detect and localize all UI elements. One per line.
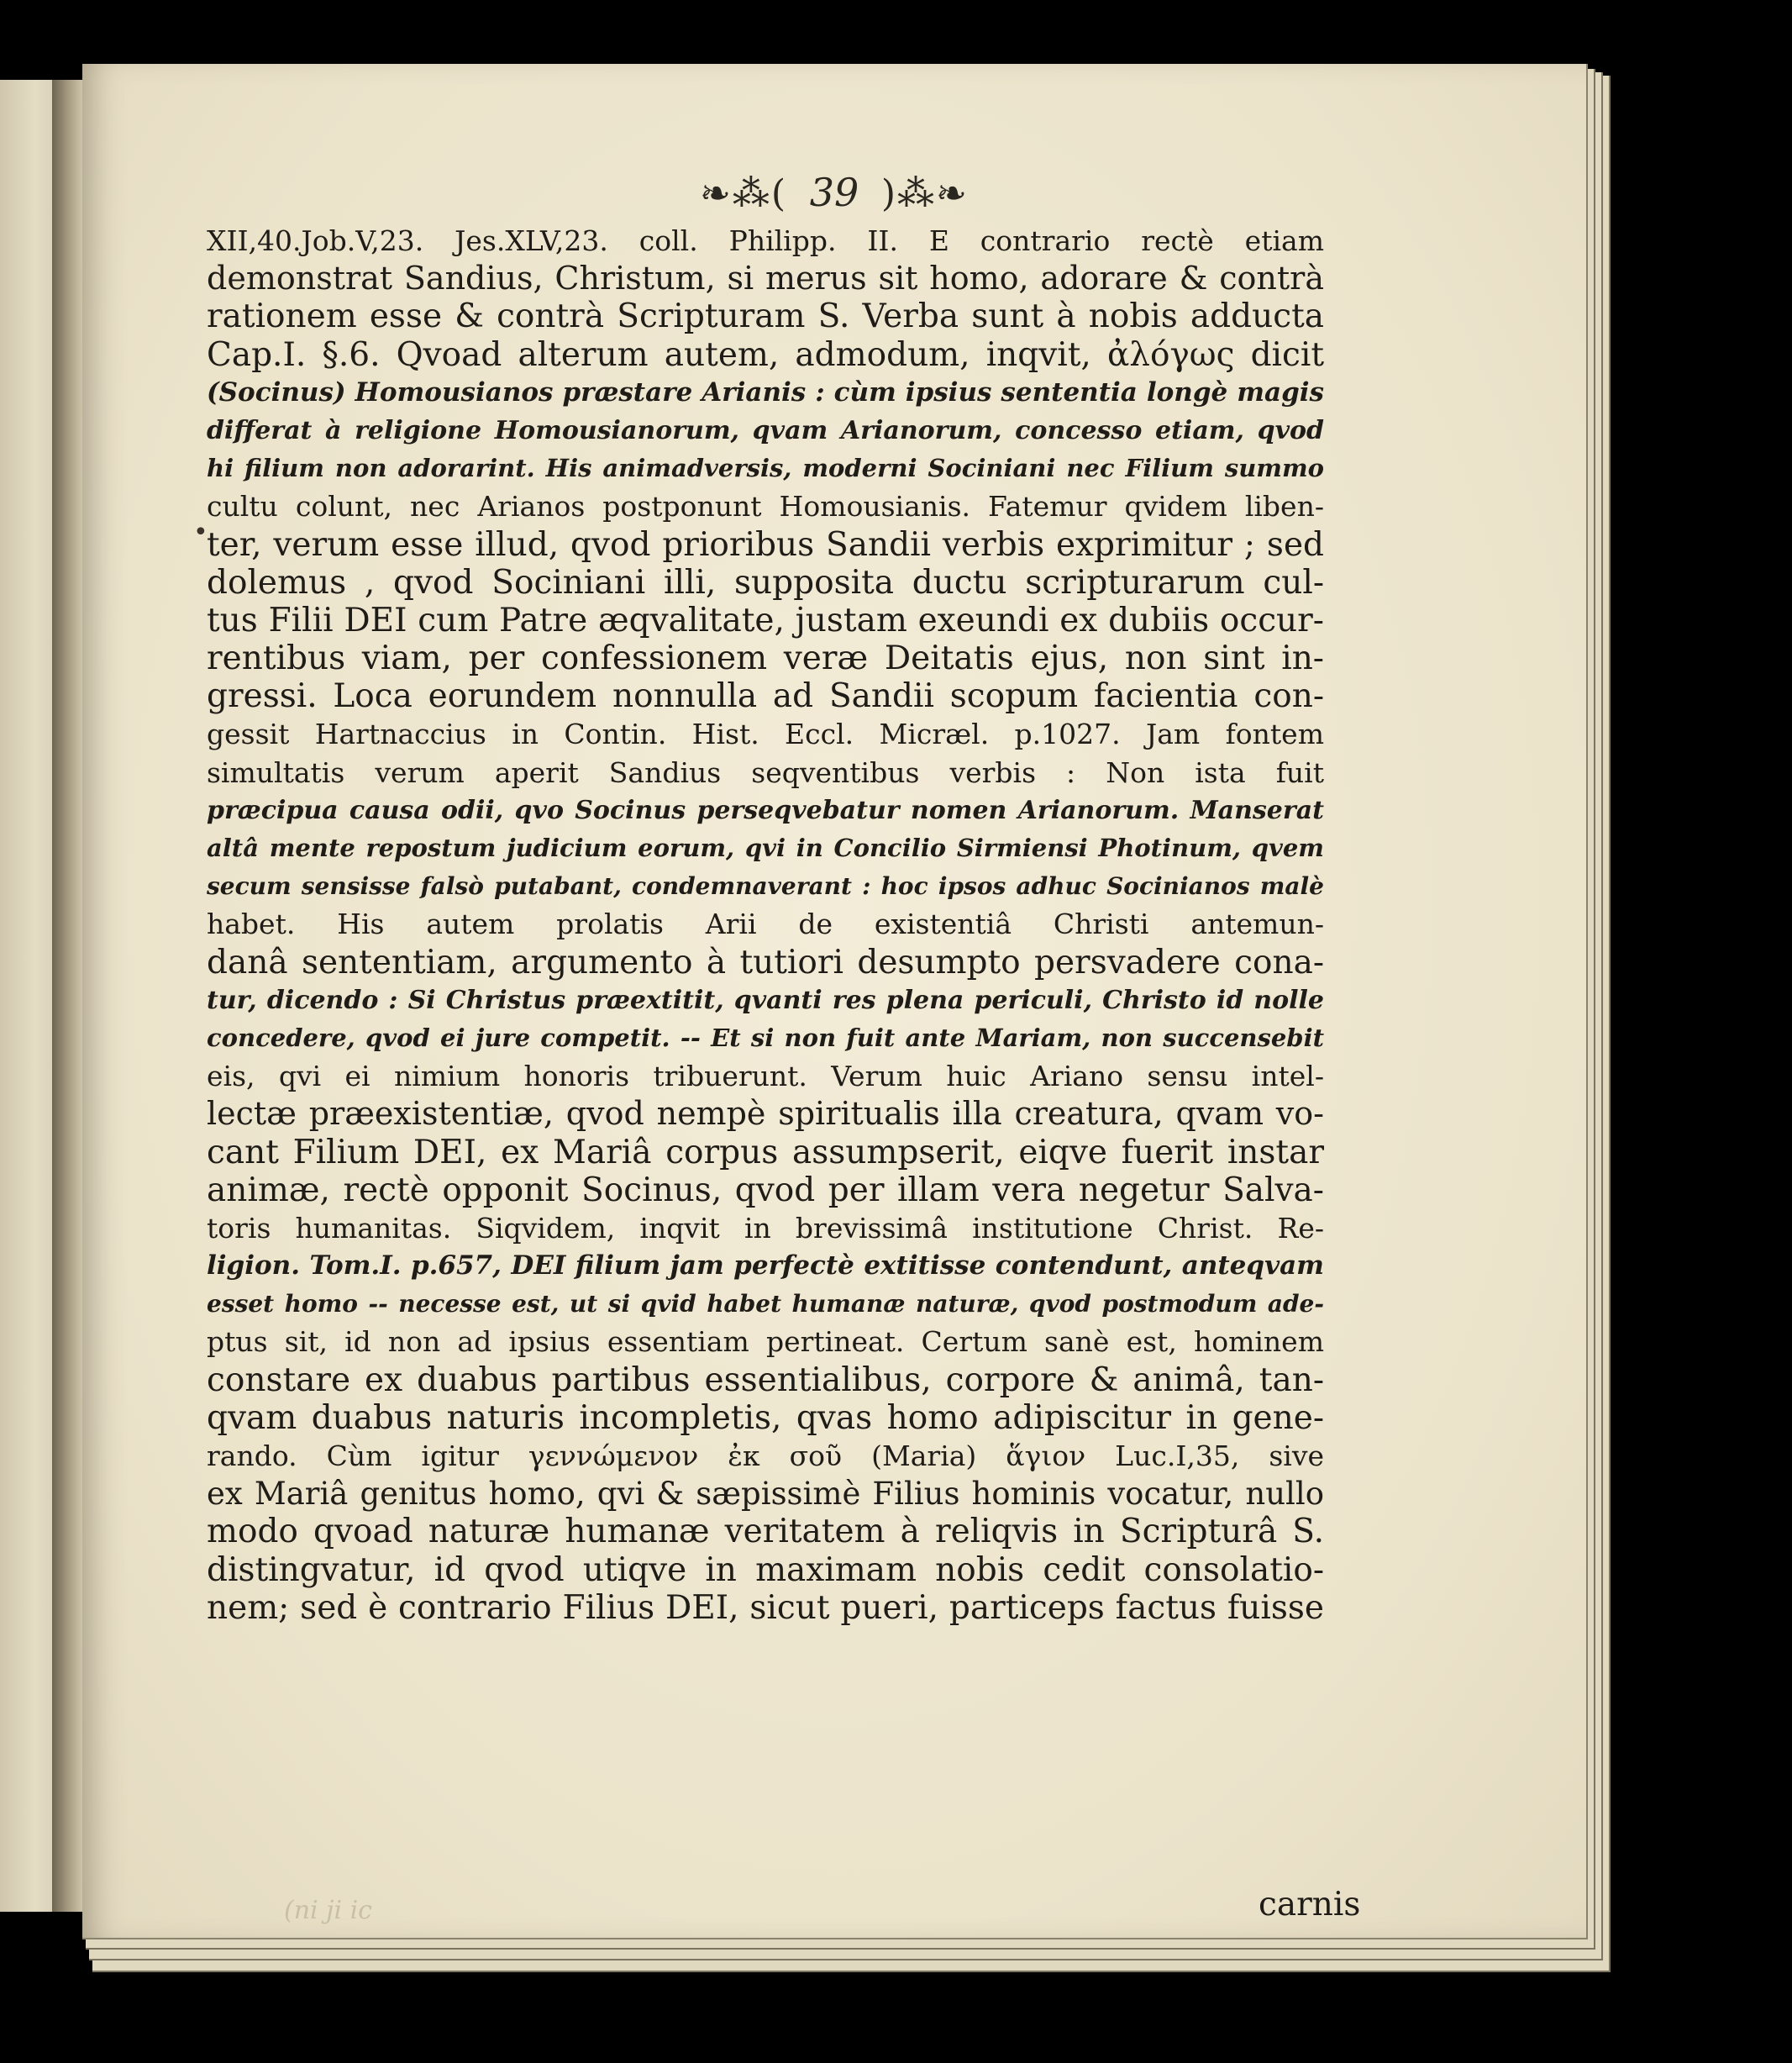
text-line: præcipua causa odii, qvo Socinus perseqvebatur nomen Arianorum. Manserat xyxy=(207,795,1324,825)
text-line: nem; sed è contrario Filius DEI, sicut pueri, particeps factus fuisse xyxy=(207,1588,1324,1627)
book-page xyxy=(82,64,1588,1939)
text-line: gessit Hartnaccius in Contin. Hist. Eccl. Micræl. p.1027. Jam fontem xyxy=(207,718,1324,751)
text-line: modo qvoad naturæ humanæ veritatem à reliqvis in Scripturâ S. xyxy=(207,1513,1324,1551)
text-line: ex Mariâ genitus homo, qvi & sæpissimè Filius hominis vocatur, nullo xyxy=(207,1476,1324,1513)
page-number: 39 xyxy=(809,170,859,215)
text-line: secum sensisse falsò putabant, condemnaverant : hoc ipsos adhuc Socinianos malè xyxy=(207,872,1324,901)
text-line: cant Filium DEI, ex Mariâ corpus assumpserit, eiqve fuerit instar xyxy=(207,1133,1324,1171)
text-line: esset homo -- necesse est, ut si qvid habet humanæ naturæ, qvod postmodum ade- xyxy=(207,1290,1324,1318)
text-line: hi filium non adorarint. His animadversis, moderni Sociniani nec Filium summo xyxy=(207,454,1324,483)
text-line: ligion. Tom.I. p.657, DEI filium jam perfectè extitisse contendunt, anteqvam xyxy=(207,1250,1324,1281)
page-header xyxy=(82,170,1586,215)
ornament-left-icon: ❧⁂( xyxy=(700,172,788,215)
text-line: simultatis verum aperit Sandius seqventibus verbis : Non ista fuit xyxy=(207,755,1324,789)
margin-mark: • xyxy=(193,518,208,547)
text-line: (Socinus) Homousianos præstare Arianis : cùm ipsius sententia longè magis xyxy=(207,376,1324,408)
catchword: carnis xyxy=(1259,1886,1361,1924)
text-line: rationem esse & contrà Scripturam S. Verba sunt à nobis adducta xyxy=(207,297,1324,336)
ornament-right-icon: )⁂❧ xyxy=(880,172,969,215)
text-line: concedere, qvod ei jure competit. -- Et si non fuit ante Mariam, non succensebit xyxy=(207,1023,1324,1052)
text-line: rentibus viam, per confessionem veræ Deitatis ejus, non sint in- xyxy=(207,639,1324,678)
text-line: Cap.I. §.6. Qvoad alterum autem, admodum, inqvit, ἀλόγως dicit xyxy=(207,335,1324,374)
text-line: danâ sententiam, argumento à tutiori desumpto persvadere cona- xyxy=(207,943,1324,982)
text-line: rando. Cùm igitur γεννώμενον ἐκ σοῦ (Maria) ἅγιον Luc.I,35, sive xyxy=(207,1439,1324,1472)
text-line: differat à religione Homousianorum, qvam Arianorum, concesso etiam, qvod xyxy=(207,415,1324,445)
text-line: demonstrat Sandius, Christum, si merus sit homo, adorare & contrà xyxy=(207,260,1324,297)
text-line: distingvatur, id qvod utiqve in maximam nobis cedit consolatio- xyxy=(207,1550,1324,1589)
book-gutter xyxy=(52,80,86,1912)
body-text xyxy=(207,222,1324,1627)
text-line: ter, verum esse illud, qvod prioribus Sandii verbis exprimitur ; sed xyxy=(207,525,1324,564)
text-line: toris humanitas. Siqvidem, inqvit in brevissimâ institutione Christ. Re- xyxy=(207,1211,1324,1245)
text-line: altâ mente repostum judicium eorum, qvi in Concilio Sirmiensi Photinum, qvem xyxy=(207,834,1324,862)
text-line: constare ex duabus partibus essentialibus, corpore & animâ, tan- xyxy=(207,1360,1324,1399)
text-line: gressi. Loca eorundem nonnulla ad Sandii scopum facientia con- xyxy=(207,677,1324,716)
text-line: animæ, rectè opponit Socinus, qvod per illam vera negetur Salva- xyxy=(207,1171,1324,1209)
text-line: qvam duabus naturis incompletis, qvas homo adipiscitur in gene- xyxy=(207,1398,1324,1437)
text-line: habet. His autem prolatis Arii de existentiâ Christi antemun- xyxy=(207,908,1324,941)
text-line: lectæ præexistentiæ, qvod nempè spiritualis illa creatura, qvam vo- xyxy=(207,1095,1324,1133)
text-line: eis, qvi ei nimium honoris tribuerunt. Verum huic Ariano sensu intel- xyxy=(207,1060,1324,1093)
text-line: dolemus , qvod Sociniani illi, supposita ductu scripturarum cul- xyxy=(207,563,1324,602)
text-line: cultu colunt, nec Arianos postponunt Homousianis. Fatemur qvidem liben- xyxy=(207,490,1324,524)
text-line: tus Filii DEI cum Patre æqvalitate, justam exeundi ex dubiis occur- xyxy=(207,601,1324,639)
text-line: XII,40.Job.V,23. Jes.XLV,23. coll. Philipp. II. E contrario rectè etiam xyxy=(207,224,1324,257)
text-line: tur, dicendo : Si Christus præextitit, qvanti res plena periculi, Christo id nolle xyxy=(207,985,1324,1015)
faint-trace: (ni ji ic xyxy=(284,1896,372,1925)
text-line: ptus sit, id non ad ipsius essentiam pertineat. Certum sanè est, hominem xyxy=(207,1325,1324,1359)
